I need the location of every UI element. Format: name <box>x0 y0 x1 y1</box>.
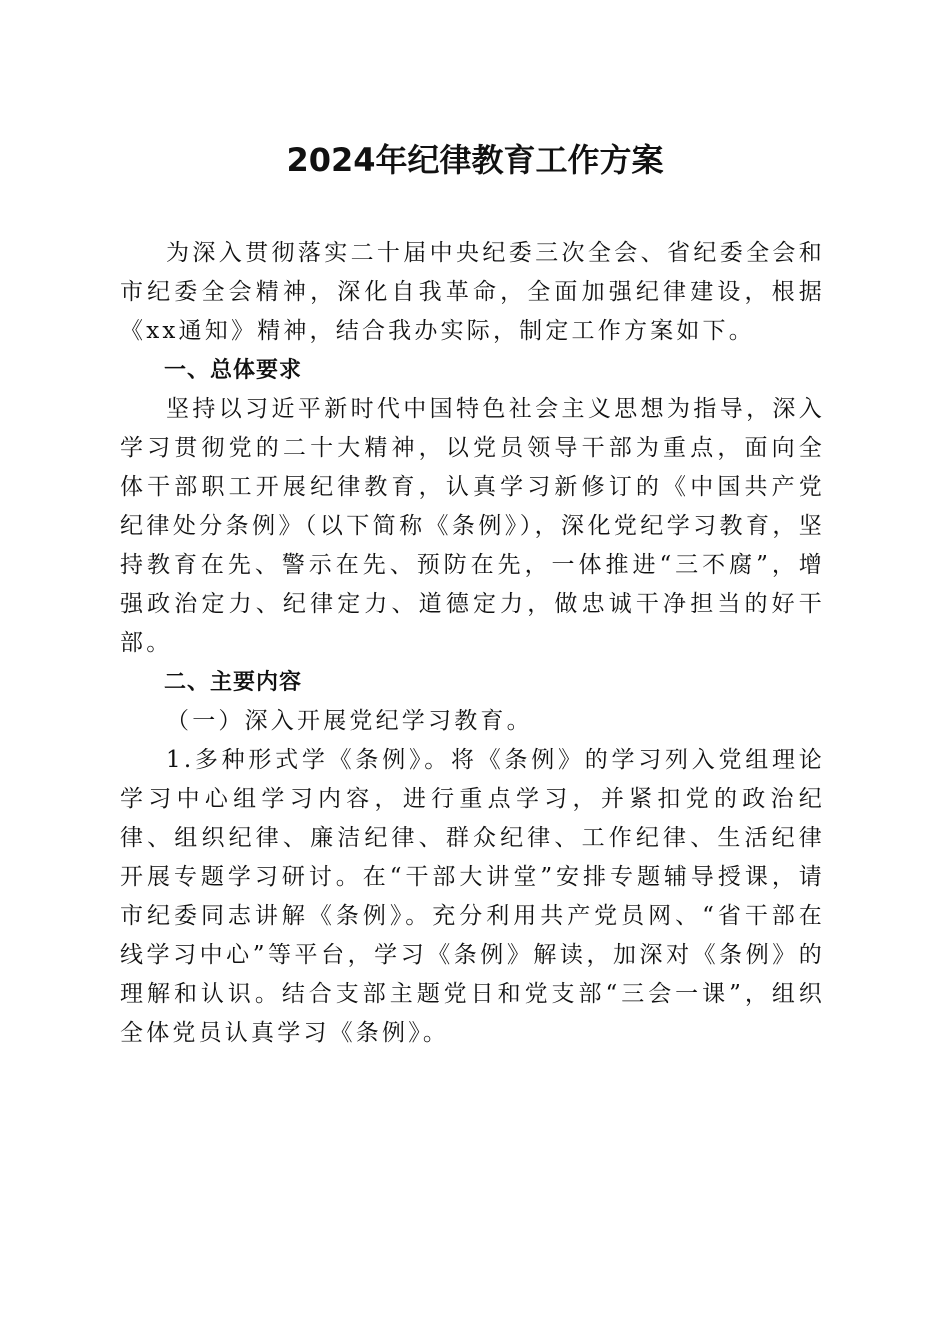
section-heading-general-requirements: 一、总体要求 <box>164 358 303 383</box>
item-1-paragraph: 1.多种形式学《条例》。将《条例》的学习列入党组理论学习中心组学习内容，进行重点学习，并紧扣党的政治纪律、组织纪律、廉洁纪律、群众纪律、工作纪律、生活纪律开展专题学习研讨。在“干部大讲堂”安排专题辅导授课，请市纪委同志讲解《条例》。充分利用共产党员网、“省干部在线学习中心”等平台，学习《条例》解读，加深对《条例》的理解和认识。结合支部主题党日和党支部“三会一课”，组织全体党员认真学习《条例》。 <box>120 747 825 1046</box>
requirements-paragraph: 坚持以习近平新时代中国特色社会主义思想为指导，深入学习贯彻党的二十大精神，以党员领导干部为重点，面向全体干部职工开展纪律教育，认真学习新修订的《中国共产党纪律处分条例》（以下简称《条例》），深化党纪学习教育，坚持教育在先、警示在先、预防在先，一体推进“三不腐”，增强政治定力、纪律定力、道德定力，做忠诚干净担当的好干部。 <box>120 396 825 656</box>
document-title: 2024年纪律教育工作方案 <box>286 141 664 179</box>
subsection-heading-party-discipline: （一）深入开展党纪学习教育。 <box>166 708 533 734</box>
section-heading-main-content: 二、主要内容 <box>164 670 303 695</box>
intro-paragraph: 为深入贯彻落实二十届中央纪委三次全会、省纪委全会和市纪委全会精神，深化自我革命，全面加强纪律建设，根据《xx通知》精神，结合我办实际，制定工作方案如下。 <box>120 240 825 344</box>
document-body <box>120 234 825 1053</box>
